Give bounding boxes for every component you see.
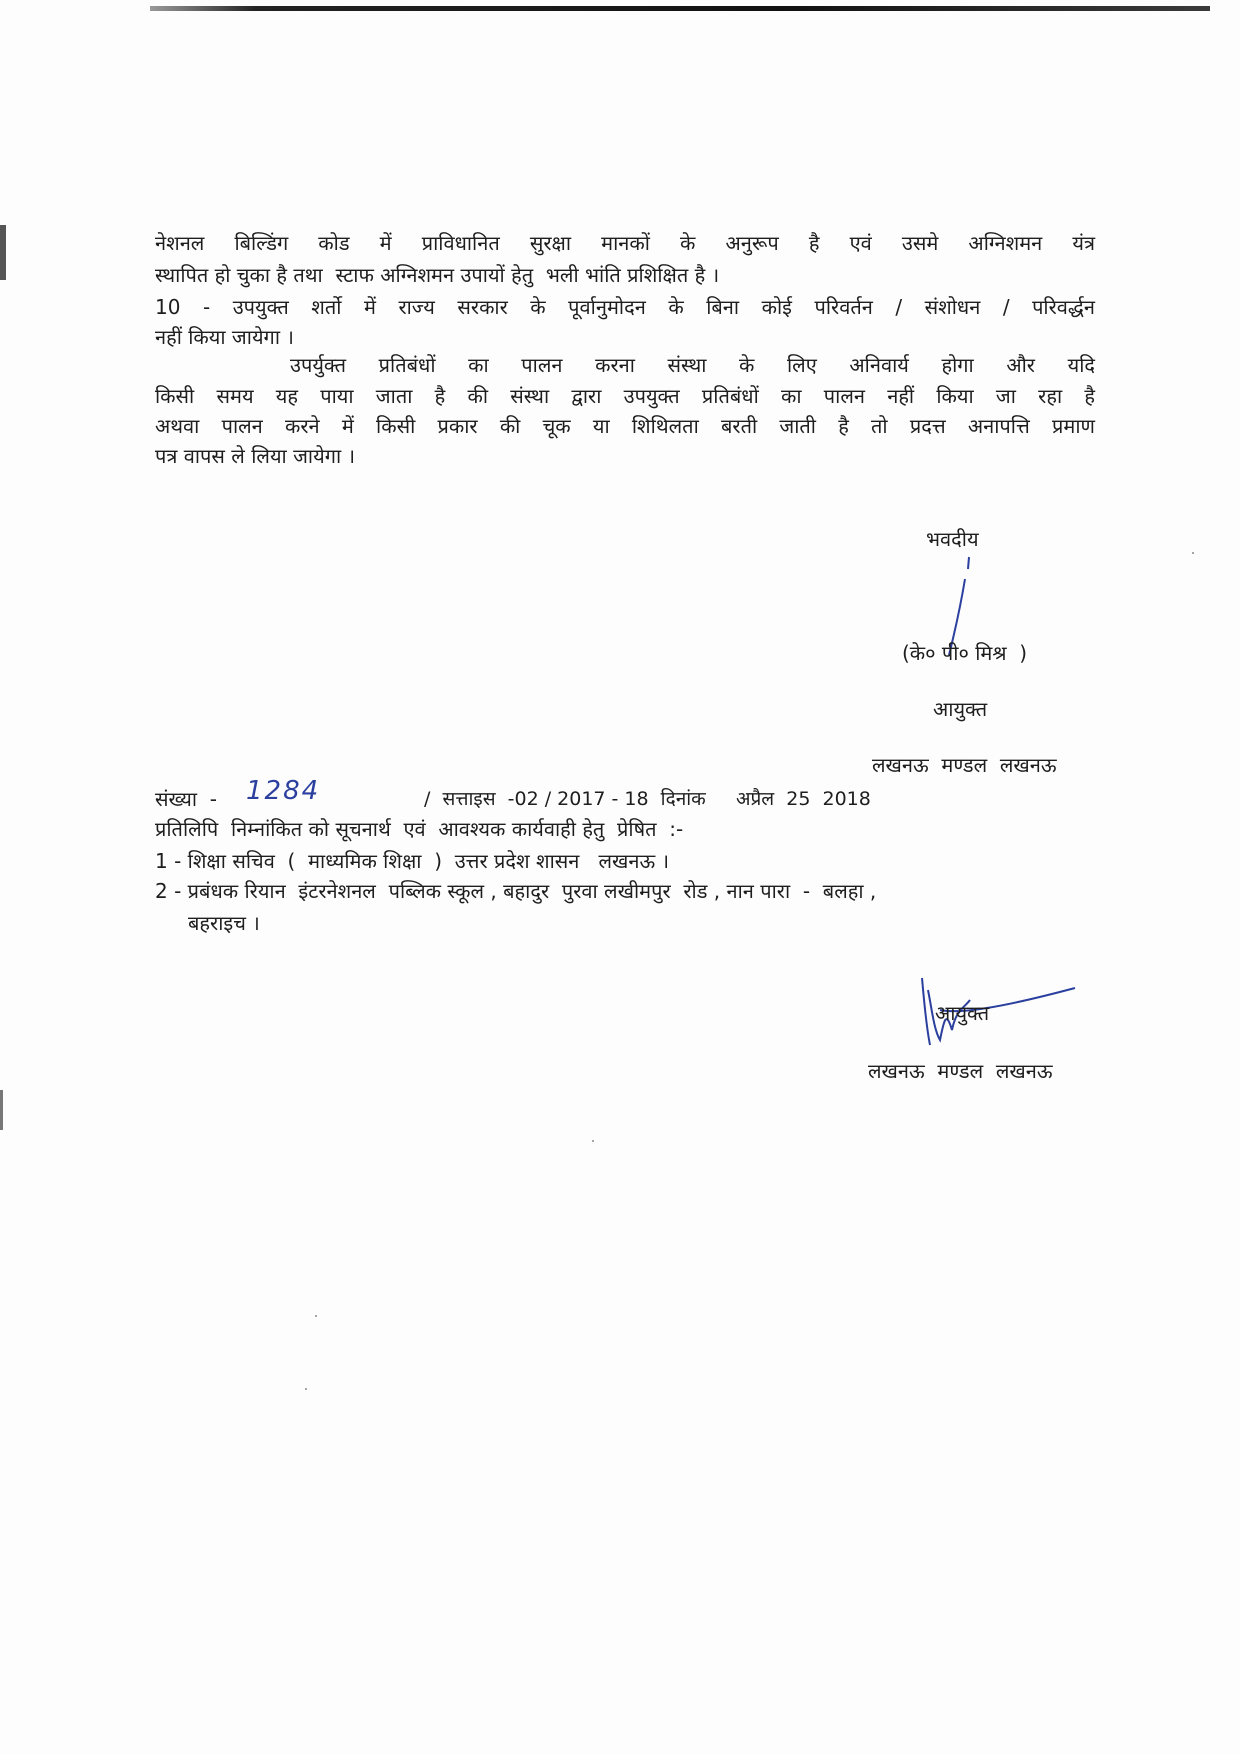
signatory-name: (के० पी० मिश्र ) <box>902 641 1028 665</box>
para2-line2: नहीं किया जायेगा । <box>155 325 294 349</box>
footer-office: लखनऊ मण्डल लखनऊ <box>868 1059 1053 1083</box>
copy-heading: प्रतिलिपि निम्नांकित को सूचनार्थ एवं आवश्यक कार्यवाही हेतु प्रेषित :- <box>155 817 684 841</box>
signatory-designation: आयुक्त <box>933 697 988 721</box>
para3-line3: अथवा पालन करने में किसी प्रकार की चूक या शिथिलता बरती जाती है तो प्रदत्त अनापत्ति प्रमाण <box>155 414 1095 438</box>
scan-left-mark <box>0 225 6 280</box>
para3-line4: पत्र वापस ले लिया जायेगा । <box>155 444 356 468</box>
para3-line1: उपर्युक्त प्रतिबंधों का पालन करना संस्था के लिए अनिवार्य होगा और यदि <box>290 353 1095 377</box>
signatory-office: लखनऊ मण्डल लखनऊ <box>872 753 1057 777</box>
scan-speck <box>305 1388 307 1390</box>
copy-item-2-line1: 2 - प्रबंधक रियान इंटरनेशनल पब्लिक स्कूल , बहादुर पुरवा लखीमपुर रोड , नान पारा - बलहा , <box>155 879 877 903</box>
scan-speck <box>1192 552 1194 554</box>
reference-label: संख्या - <box>155 787 217 811</box>
closing-bhavdiya: भवदीय <box>926 527 979 551</box>
reference-suffix: / सत्ताइस -02 / 2017 - 18 दिनांक अप्रैल 25 2018 <box>424 788 871 810</box>
scan-speck <box>315 1315 317 1317</box>
para1-line2: स्थापित हो चुका है तथा स्टाफ अग्निशमन उपायों हेतु भली भांति प्रशिक्षित है । <box>155 263 720 287</box>
scan-left-mark <box>0 1090 3 1130</box>
para1-line1: नेशनल बिल्डिंग कोड में प्राविधानित सुरक्षा मानकों के अनुरूप है एवं उसमे अग्निशमन यंत्र <box>155 231 1095 255</box>
footer-designation: आयुक्त <box>935 1001 990 1025</box>
scan-top-edge <box>150 6 1210 11</box>
para3-line2: किसी समय यह पाया जाता है की संस्था द्वारा उपयुक्त प्रतिबंधों का पालन नहीं किया जा रहा है <box>155 384 1095 408</box>
reference-number-handwritten: 1284 <box>246 776 321 806</box>
copy-item-1: 1 - शिक्षा सचिव ( माध्यमिक शिक्षा ) उत्तर प्रदेश शासन लखनऊ । <box>155 849 670 873</box>
scan-speck <box>592 1140 594 1142</box>
para2-line1: 10 - उपयुक्त शर्तो में राज्य सरकार के पूर्वानुमोदन के बिना कोई परिवर्तन / संशोधन / परिवर्द्धन <box>155 295 1095 319</box>
copy-item-2-line2: बहराइच । <box>188 911 260 935</box>
handwritten-signature-icon <box>900 970 1080 1060</box>
